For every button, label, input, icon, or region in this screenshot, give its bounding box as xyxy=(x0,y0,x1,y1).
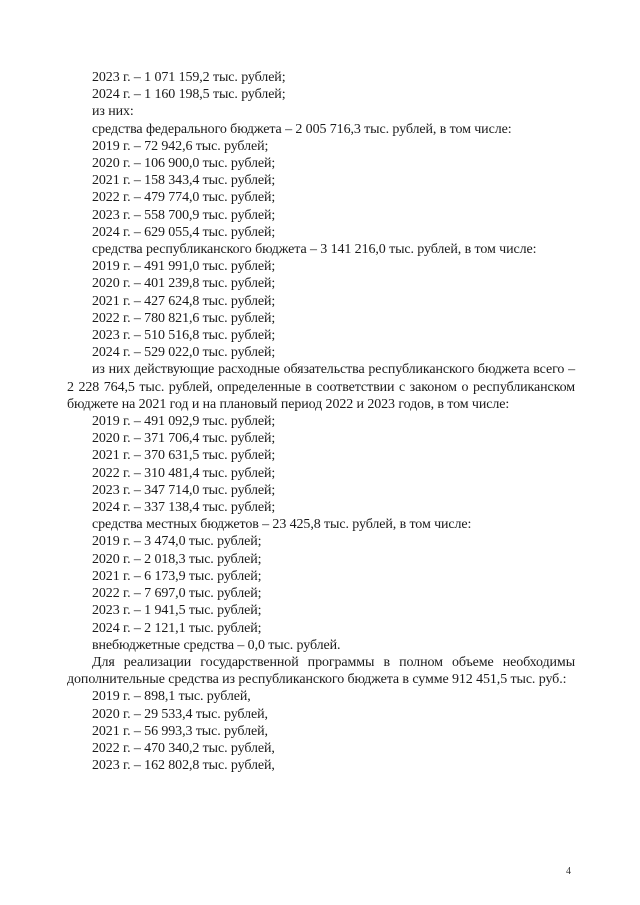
text-line: внебюджетные средства – 0,0 тыс. рублей. xyxy=(92,637,341,653)
text-line: 2020 г. – 29 533,4 тыс. рублей, xyxy=(92,706,268,722)
text-line: средства местных бюджетов – 23 425,8 тыс. рублей, в том числе: xyxy=(92,517,472,533)
document-body xyxy=(67,69,575,774)
text-line: 2024 г. – 529 022,0 тыс. рублей; xyxy=(92,345,276,361)
text-paragraph: средства республиканского бюджета – 3 141 216,0 тыс. рублей, в том числе: xyxy=(92,242,537,258)
text-line: 2020 г. – 401 239,8 тыс. рублей; xyxy=(92,276,276,292)
text-line: 2023 г. – 1 071 159,2 тыс. рублей; xyxy=(92,70,286,85)
text-line: 2023 г. – 162 802,8 тыс. рублей, xyxy=(92,758,275,774)
text-line: 2021 г. – 427 624,8 тыс. рублей; xyxy=(92,293,276,309)
text-line: 2019 г. – 3 474,0 тыс. рублей; xyxy=(92,534,262,550)
page-number: 4 xyxy=(566,866,571,877)
text-line: 2024 г. – 2 121,1 тыс. рублей; xyxy=(92,620,262,636)
text-line: 2020 г. – 371 706,4 тыс. рублей; xyxy=(92,431,276,447)
text-line: 2022 г. – 470 340,2 тыс. рублей, xyxy=(92,740,275,756)
text-line: 2022 г. – 780 821,6 тыс. рублей; xyxy=(92,310,276,326)
text-line: 2024 г. – 337 138,4 тыс. рублей; xyxy=(92,500,276,516)
text-line: 2021 г. – 370 631,5 тыс. рублей; xyxy=(92,448,276,464)
text-line: 2024 г. – 1 160 198,5 тыс. рублей; xyxy=(92,87,286,103)
text-line: 2019 г. – 898,1 тыс. рублей, xyxy=(92,689,251,705)
text-line: 2023 г. – 558 700,9 тыс. рублей; xyxy=(92,207,276,223)
text-line: 2022 г. – 7 697,0 тыс. рублей; xyxy=(92,586,262,602)
text-line: 2021 г. – 56 993,3 тыс. рублей, xyxy=(92,723,268,739)
text-line: из них: xyxy=(92,104,134,120)
text-line: 2022 г. – 310 481,4 тыс. рублей; xyxy=(92,465,276,481)
text-line: 2019 г. – 491 991,0 тыс. рублей; xyxy=(92,259,276,275)
text-line: 2022 г. – 479 774,0 тыс. рублей; xyxy=(92,190,276,206)
text-line: 2019 г. – 72 942,6 тыс. рублей; xyxy=(92,138,269,154)
text-line: 2020 г. – 106 900,0 тыс. рублей; xyxy=(92,156,276,172)
text-line: 2024 г. – 629 055,4 тыс. рублей; xyxy=(92,224,276,240)
text-line: 2020 г. – 2 018,3 тыс. рублей; xyxy=(92,551,262,567)
text-line: 2023 г. – 347 714,0 тыс. рублей; xyxy=(92,482,276,498)
text-line: 2023 г. – 510 516,8 тыс. рублей; xyxy=(92,328,276,344)
text-paragraph: Для реализации государственной программы в полном объеме необходимы дополнительные средства из республиканского бюджета в сумме 912 451,5 тыс. руб.: xyxy=(67,654,575,688)
text-paragraph: из них действующие расходные обязательства республиканского бюджета всего – 2 228 764,5 тыс. рублей, определенные в соответствии с законом о республиканском бюджете на 2021 год и на плановый период 2022 и 2023 годов, в том числе: xyxy=(67,362,575,412)
text-line: 2023 г. – 1 941,5 тыс. рублей; xyxy=(92,603,262,619)
text-line: 2021 г. – 6 173,9 тыс. рублей; xyxy=(92,568,262,584)
text-line: средства федерального бюджета – 2 005 716,3 тыс. рублей, в том числе: xyxy=(92,121,512,137)
text-line: 2019 г. – 491 092,9 тыс. рублей; xyxy=(92,414,276,430)
text-line: 2021 г. – 158 343,4 тыс. рублей; xyxy=(92,173,276,189)
